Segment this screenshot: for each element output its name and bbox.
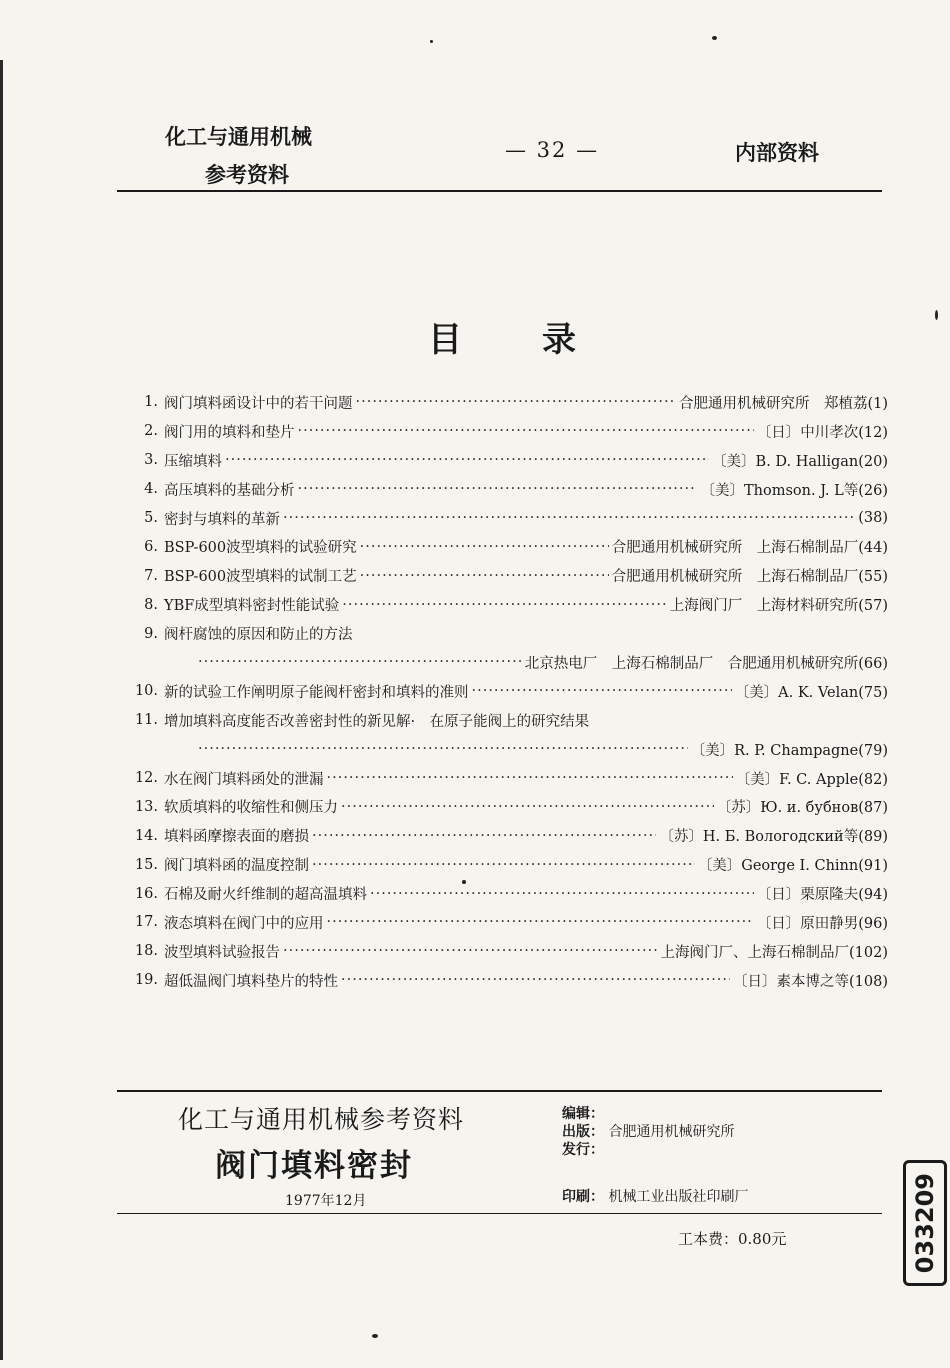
toc-source: 〔美〕R. P. Champagne(79)	[690, 742, 888, 759]
header-rule	[117, 190, 882, 192]
toc-title: 液态填料在阀门中的应用	[164, 915, 324, 932]
toc-title: 软质填料的收缩性和侧压力	[164, 800, 338, 817]
toc-leader-dots	[341, 972, 730, 988]
toc-number: 12.	[134, 770, 158, 787]
journal-header	[165, 118, 312, 194]
toc-number: 9.	[144, 625, 158, 642]
printer-label: 印刷：	[562, 1189, 604, 1205]
table-of-contents	[110, 388, 888, 995]
toc-entry	[110, 590, 888, 619]
toc-number: 2.	[144, 423, 158, 440]
toc-title: 新的试验工作阐明原子能阀杆密封和填料的准则	[164, 684, 469, 701]
toc-entry	[110, 619, 888, 648]
toc-number: 10.	[134, 683, 158, 700]
toc-source: 上海阀门厂、上海石棉制品厂(102)	[660, 944, 888, 961]
toc-leader-dots	[298, 423, 754, 439]
toc-title: YBF成型填料密封性能试验	[164, 598, 340, 615]
toc-leader-dots	[198, 741, 688, 757]
scan-speck	[430, 40, 433, 43]
printer-line	[562, 1186, 748, 1206]
scan-speck	[712, 36, 717, 40]
toc-title: 密封与填料的革新	[164, 511, 280, 528]
toc-source: 北京热电厂 上海石棉制品厂 合肥通用机械研究所(66)	[524, 655, 888, 672]
toc-source: 〔日〕原田静男(96)	[756, 915, 888, 932]
toc-entry	[110, 792, 888, 821]
toc-entry	[110, 561, 888, 590]
toc-entry	[110, 966, 888, 995]
toc-title: BSP-600波型填料的试制工艺	[164, 569, 357, 586]
toc-leader-dots	[360, 539, 609, 555]
toc-source: 〔美〕Thomson. J. L等(26)	[700, 482, 888, 499]
journal-subtitle: 参考资料	[205, 163, 289, 187]
toc-source: 〔美〕George I. Chinn(91)	[697, 858, 888, 875]
toc-number: 17.	[134, 914, 158, 931]
toc-source: 合肥通用机械研究所 上海石棉制品厂(44)	[611, 540, 888, 557]
toc-number: 6.	[144, 538, 158, 555]
toc-number: 19.	[134, 972, 158, 989]
toc-title: 高压填料的基础分析	[164, 482, 295, 499]
toc-source: 〔美〕B. D. Halligan(20)	[712, 453, 888, 470]
toc-title: 石棉及耐火纤维制的超高温填料	[164, 887, 367, 904]
toc-entry	[110, 388, 888, 417]
toc-leader-dots	[298, 481, 698, 497]
toc-number: 15.	[134, 856, 158, 873]
toc-number: 11.	[134, 712, 158, 729]
toc-leader-dots	[312, 828, 656, 844]
toc-number: 18.	[134, 943, 158, 960]
toc-title: 波型填料试验报告	[164, 944, 280, 961]
price-label: 工本费：0.80元	[678, 1230, 787, 1248]
toc-entry	[110, 417, 888, 446]
toc-title: 增加填料高度能否改善密封性的新见解· 在原子能阀上的研究结果	[164, 713, 590, 730]
toc-entry	[110, 648, 888, 677]
scan-speck	[935, 310, 938, 320]
toc-title: 阀杆腐蚀的原因和防止的方法	[164, 627, 353, 644]
toc-source: 〔美〕F. C. Apple(82)	[735, 771, 888, 788]
toc-source: 〔日〕中川孝次(12)	[756, 424, 888, 441]
editor-line	[562, 1103, 604, 1123]
toc-leader-dots	[312, 857, 695, 873]
toc-title: BSP-600波型填料的试验研究	[164, 540, 357, 557]
distributor-label: 发行：	[562, 1142, 604, 1158]
publication-date: 1977年12月	[285, 1193, 367, 1209]
stamp-number: 033209	[911, 1172, 939, 1274]
toc-title: 压缩填料	[164, 453, 222, 470]
toc-entry	[110, 850, 888, 879]
toc-entry	[110, 475, 888, 504]
toc-leader-dots	[472, 683, 732, 699]
toc-leader-dots	[356, 394, 676, 410]
toc-source: 合肥通用机械研究所 郑植荔(1)	[678, 395, 888, 412]
publisher-line	[562, 1121, 734, 1141]
toc-entry	[110, 446, 888, 475]
scan-speck	[372, 1334, 378, 1338]
toc-leader-dots	[198, 654, 522, 670]
publisher-label: 出版：	[562, 1124, 604, 1140]
catalog-stamp	[903, 1160, 947, 1286]
toc-title: 阀门用的填料和垫片	[164, 424, 295, 441]
toc-entry	[110, 677, 888, 706]
toc-number: 3.	[144, 452, 158, 469]
toc-number: 16.	[134, 885, 158, 902]
toc-leader-dots	[327, 770, 733, 786]
editor-label: 编辑：	[562, 1106, 604, 1122]
toc-leader-dots	[225, 452, 709, 468]
distributor-line	[562, 1139, 604, 1159]
toc-source: 〔日〕素本博之等(108)	[733, 973, 888, 990]
toc-number: 7.	[144, 567, 158, 584]
toc-leader-dots	[327, 914, 754, 930]
toc-entry	[110, 879, 888, 908]
toc-number: 1.	[144, 394, 158, 411]
toc-source: 〔日〕栗原隆夫(94)	[756, 887, 888, 904]
toc-source: (38)	[858, 510, 888, 526]
toc-number: 5.	[144, 510, 158, 526]
toc-source: 〔苏〕Ю. и. бубнов(87)	[716, 800, 888, 817]
toc-number: 14.	[134, 827, 158, 844]
toc-leader-dots	[360, 568, 609, 584]
toc-leader-dots	[283, 510, 855, 526]
page-number: — 32 —	[505, 138, 600, 162]
toc-leader-dots	[370, 886, 754, 902]
toc-number: 4.	[144, 481, 158, 498]
toc-number: 8.	[144, 596, 158, 613]
toc-title: 阀门填料函的温度控制	[164, 858, 309, 875]
toc-number: 13.	[134, 798, 158, 815]
toc-source: 〔美〕A. K. Velan(75)	[734, 684, 888, 701]
toc-source: 上海阀门厂 上海材料研究所(57)	[669, 598, 888, 615]
toc-leader-dots	[341, 799, 714, 815]
toc-entry	[110, 532, 888, 561]
toc-source: 合肥通用机械研究所 上海石棉制品厂(55)	[611, 569, 888, 586]
series-name: 化工与通用机械参考资料	[178, 1105, 465, 1134]
toc-title: 阀门填料函设计中的若干问题	[164, 395, 353, 412]
colophon-top-rule	[117, 1090, 882, 1092]
toc-leader-dots	[342, 597, 666, 613]
toc-title: 超低温阀门填料垫片的特性	[164, 973, 338, 990]
toc-title: 填料函摩擦表面的磨损	[164, 829, 309, 846]
scan-edge	[0, 60, 3, 1360]
toc-entry	[110, 937, 888, 966]
page-title: 目录	[428, 320, 656, 360]
journal-name: 化工与通用机械	[165, 125, 312, 149]
toc-entry	[110, 908, 888, 937]
toc-title: 水在阀门填料函处的泄漏	[164, 771, 324, 788]
toc-entry	[110, 764, 888, 793]
book-title: 阀门填料密封	[215, 1148, 413, 1184]
toc-leader-dots	[283, 943, 658, 959]
publisher-value: 合肥通用机械研究所	[608, 1124, 735, 1140]
classification-label: 内部资料	[735, 141, 819, 165]
toc-source: 〔苏〕Н. Б. Вологодский等(89)	[659, 829, 888, 846]
colophon-bottom-rule	[117, 1213, 882, 1214]
toc-entry	[110, 735, 888, 764]
toc-entry	[110, 504, 888, 533]
toc-entry	[110, 706, 888, 735]
toc-entry	[110, 821, 888, 850]
printer-value: 机械工业出版社印刷厂	[608, 1189, 749, 1205]
